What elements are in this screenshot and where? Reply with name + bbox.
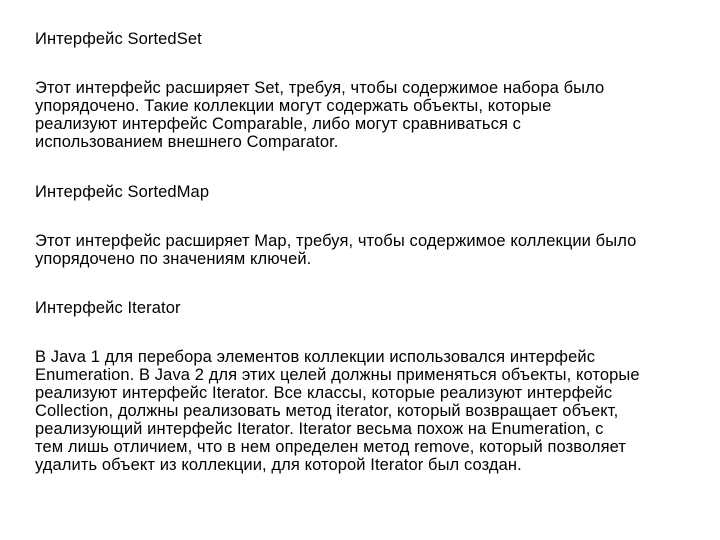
section-heading: Интерфейс Iterator (35, 299, 181, 317)
section-sortedset-body (35, 79, 705, 151)
paragraph-line: Этот интерфейс расширяет Set, требуя, чтобы содержимое набора было (35, 79, 605, 97)
section-heading: Интерфейс SortedSet (35, 30, 202, 48)
paragraph-line: В Java 1 для перебора элементов коллекции использовался интерфейс (35, 348, 596, 366)
paragraph-line: тем лишь отличием, что в нем определен метод remove, который позволяет (35, 438, 627, 456)
section-sortedmap (35, 183, 705, 202)
paragraph-line: реализуют интерфейс Iterator. Все классы, которые реализуют интерфейс (35, 384, 613, 402)
section-iterator (35, 299, 705, 318)
section-sortedset (35, 30, 705, 49)
paragraph-line: Этот интерфейс расширяет Map, требуя, чтобы содержимое коллекции было (35, 232, 637, 250)
section-iterator-body (35, 348, 705, 474)
paragraph (35, 232, 705, 268)
paragraph-line: использованием внешнего Comparator. (35, 133, 339, 151)
paragraph-line: Enumeration. В Java 2 для этих целей должны применяться объекты, которые (35, 366, 640, 384)
section-sortedmap-body (35, 232, 705, 268)
paragraph-line: упорядочено по значениям ключей. (35, 250, 312, 268)
paragraph-line: упорядочено. Такие коллекции могут содержать объекты, которые (35, 97, 552, 115)
paragraph-line: реализуют интерфейс Comparable, либо могут сравниваться с (35, 115, 522, 133)
paragraph (35, 348, 705, 474)
paragraph-line: удалить объект из коллекции, для которой Iterator был создан. (35, 456, 522, 474)
section-heading: Интерфейс SortedMap (35, 183, 210, 201)
paragraph-line: Collection, должны реализовать метод iterator, который возвращает объект, (35, 402, 619, 420)
paragraph-line: реализующий интерфейс Iterator. Iterator весьма похож на Enumeration, с (35, 420, 604, 438)
paragraph (35, 79, 705, 151)
